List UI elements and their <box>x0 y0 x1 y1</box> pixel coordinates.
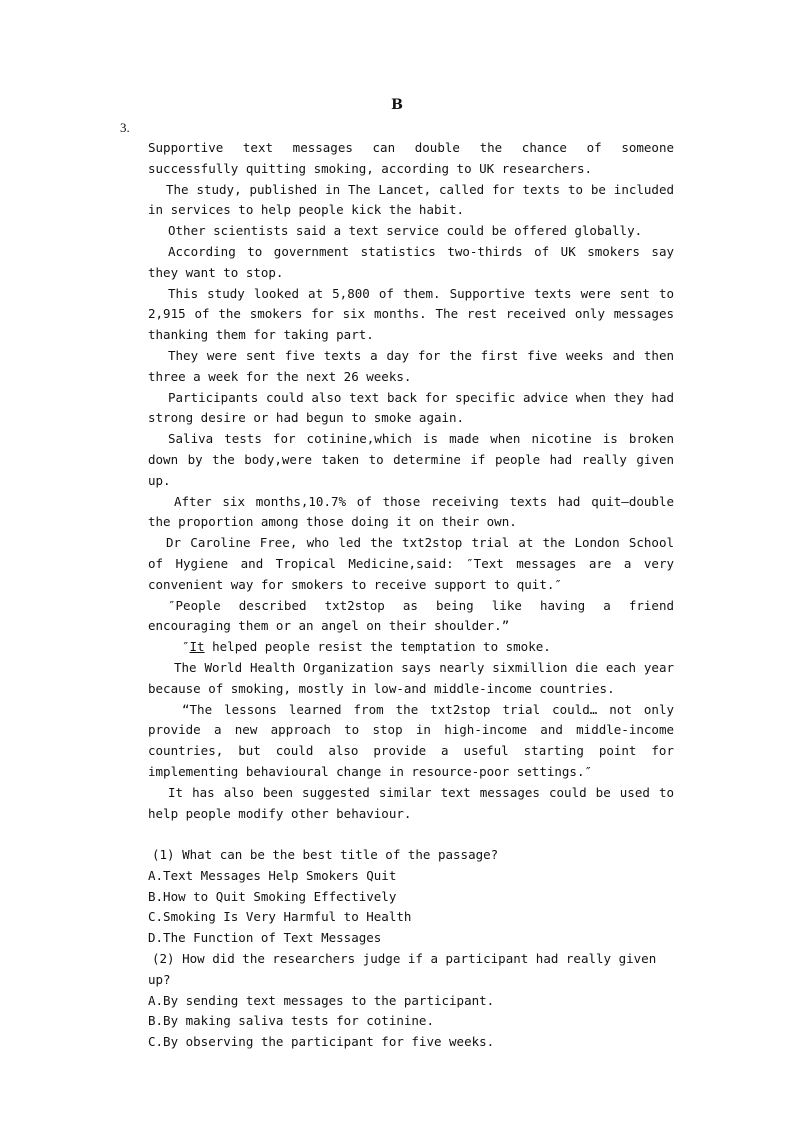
answer-option[interactable]: C.By observing the participant for five weeks. <box>148 1034 495 1050</box>
passage-paragraph: Other scientists said a text service could be offered globally. <box>168 223 643 239</box>
question-stem: (2) How did the researchers judge if a participant had really given up? <box>148 951 657 987</box>
passage-paragraph: Supportive text messages can double the chance of someone successfully quitting smoking, according to UK researchers. <box>148 140 674 176</box>
spacer <box>148 824 674 845</box>
answer-option[interactable]: B.By making saliva tests for cotinine. <box>148 1013 434 1029</box>
answer-option[interactable]: D.The Function of Text Messages <box>148 930 382 946</box>
answer-option[interactable]: A.By sending text messages to the participant. <box>148 992 495 1008</box>
question-stem: (1) What can be the best title of the passage? <box>152 847 499 863</box>
answer-option[interactable]: C.Smoking Is Very Harmful to Health <box>148 909 412 925</box>
passage-paragraph: Dr Caroline Free, who led the txt2stop trial at the London School of Hygiene and Tropical Medicine,said: ″Text messages are a very convenient way for smokers to receive support to quit.″ <box>148 535 674 592</box>
passage-body <box>148 138 674 1053</box>
passage-paragraph: This study looked at 5,800 of them. Supportive texts were sent to 2,915 of the smokers for six months. The rest received only messages thanking them for taking part. <box>148 285 674 343</box>
answer-option[interactable]: A.Text Messages Help Smokers Quit <box>148 867 397 883</box>
passage-paragraph: “The lessons learned from the txt2stop trial could… not only provide a new approach to stop in high-income and middle-income countries, but could also provide a useful starting point for implementing behavioural change in resource-poor settings.″ <box>148 701 674 779</box>
passage-paragraph: It has also been suggested similar text messages could be used to help people modify other behaviour. <box>148 784 674 821</box>
answer-option[interactable]: B.How to Quit Smoking Effectively <box>148 888 397 904</box>
quote-mark: ″ <box>182 639 190 655</box>
passage-paragraph: The World Health Organization says nearly sixmillion die each year because of smoking, mostly in low-and middle-income countries. <box>148 659 674 696</box>
passage-paragraph: According to government statistics two-thirds of UK smokers say they want to stop. <box>148 243 674 280</box>
passage-paragraph: After six months,10.7% of those receiving texts had quit—double the proportion among those doing it on their own. <box>148 493 674 530</box>
passage-paragraph: They were sent five texts a day for the first five weeks and then three a week for the next 26 weeks. <box>148 347 674 384</box>
passage-paragraph-rest: helped people resist the temptation to smoke. <box>204 639 551 655</box>
passage-paragraph: Saliva tests for cotinine,which is made when nicotine is broken down by the body,were taken to determine if people had really given up. <box>148 431 674 488</box>
question-number: 3. <box>120 120 130 135</box>
underlined-word: It <box>189 639 205 655</box>
passage-paragraph: ″People described txt2stop as being like having a friend encouraging them or an angel on their shoulder.” <box>148 597 674 634</box>
passage-paragraph <box>148 637 674 658</box>
passage-paragraph: The study, published in The Lancet, called for texts to be included in services to help people kick the habit. <box>148 181 674 218</box>
passage-paragraph: Participants could also text back for specific advice when they had strong desire or had begun to smoke again. <box>148 389 674 426</box>
section-title: B <box>391 97 403 113</box>
